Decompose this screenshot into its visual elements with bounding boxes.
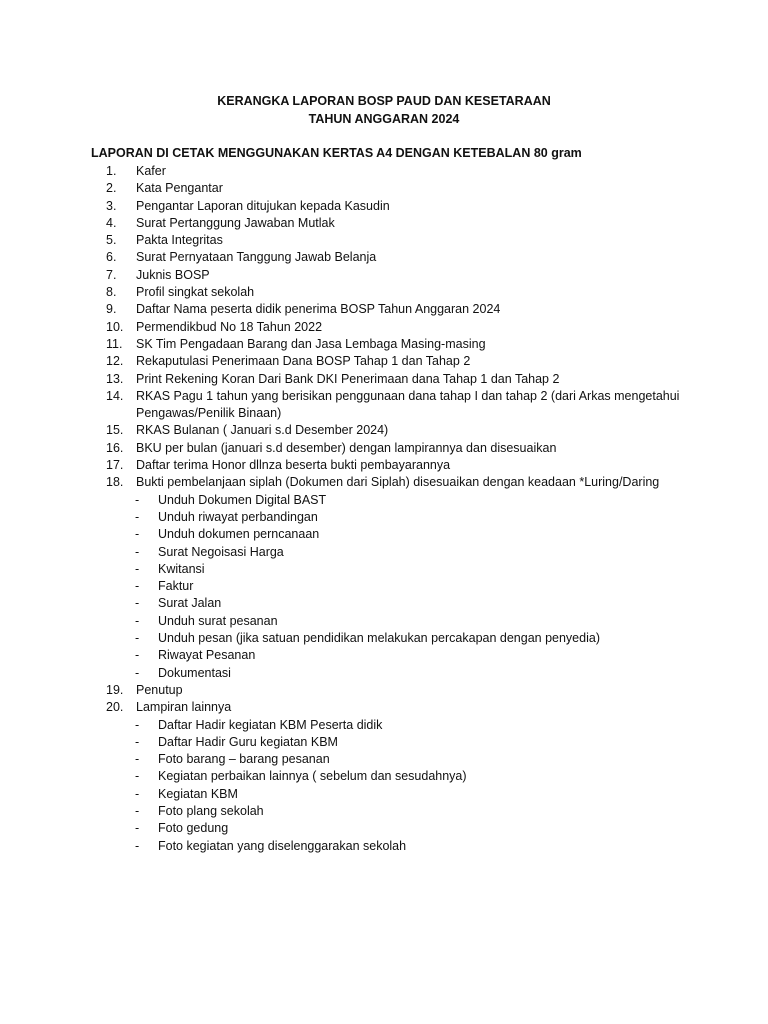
sub-list-item xyxy=(0,509,768,526)
list-item-number: 4. xyxy=(106,215,117,230)
sub-list-item xyxy=(0,786,768,803)
dash-bullet: - xyxy=(135,648,140,663)
list-item-text: Pakta Integritas xyxy=(136,233,223,248)
list-item xyxy=(0,682,768,699)
dash-bullet: - xyxy=(135,596,140,611)
list-item xyxy=(0,232,768,249)
dash-bullet: - xyxy=(135,665,140,680)
sub-list-item xyxy=(0,578,768,595)
list-item-text: Kata Pengantar xyxy=(136,181,223,196)
list-item xyxy=(0,301,768,318)
list-item-text: Penutup xyxy=(136,682,183,697)
list-item xyxy=(0,371,768,388)
dash-bullet: - xyxy=(135,734,140,749)
list-item-text: Profil singkat sekolah xyxy=(136,285,255,300)
list-item-text: Daftar Nama peserta didik penerima BOSP Tahun Anggaran 2024 xyxy=(136,302,501,317)
list-item-text: Pengantar Laporan ditujukan kepada Kasudin xyxy=(136,198,390,213)
list-item-number: 14. xyxy=(106,388,124,403)
sub-list-item-text: Daftar Hadir Guru kegiatan KBM xyxy=(158,734,338,749)
dash-bullet: - xyxy=(135,561,140,576)
dash-bullet: - xyxy=(135,579,140,594)
sub-list-item xyxy=(0,734,768,751)
list-item-text: Rekaputulasi Penerimaan Dana BOSP Tahap 1 dan Tahap 2 xyxy=(136,354,471,369)
list-item-number: 5. xyxy=(106,233,117,248)
list-item-text: Permendikbud No 18 Tahun 2022 xyxy=(136,319,323,334)
list-item-text: Print Rekening Koran Dari Bank DKI Penerimaan dana Tahap 1 dan Tahap 2 xyxy=(136,371,560,386)
list-item-number: 6. xyxy=(106,250,117,265)
list-item xyxy=(0,336,768,353)
list-item-number: 17. xyxy=(106,458,124,473)
list-item-text: BKU per bulan (januari s.d desember) dengan lampirannya dan disesuaikan xyxy=(136,440,557,455)
sub-list-item-text: Foto barang – barang pesanan xyxy=(158,752,330,767)
sub-list-item-text: Dokumentasi xyxy=(158,665,231,680)
report-outline-list xyxy=(0,163,768,855)
list-item xyxy=(0,388,768,405)
list-item-continuation xyxy=(0,405,768,422)
list-item-text: RKAS Bulanan ( Januari s.d Desember 2024) xyxy=(136,423,389,438)
dash-bullet: - xyxy=(135,492,140,507)
dash-bullet: - xyxy=(135,613,140,628)
document-subtitle: TAHUN ANGGARAN 2024 xyxy=(308,112,460,126)
dash-bullet: - xyxy=(135,752,140,767)
dash-bullet: - xyxy=(135,803,140,818)
sub-list-item-text: Riwayat Pesanan xyxy=(158,648,256,663)
list-item-text: Surat Pernyataan Tanggung Jawab Belanja xyxy=(136,250,377,265)
list-item-number: 2. xyxy=(106,181,117,196)
sub-list-item-text: Unduh riwayat perbandingan xyxy=(158,509,318,524)
dash-bullet: - xyxy=(135,631,140,646)
sub-list-item xyxy=(0,803,768,820)
list-item-continuation-text: Pengawas/Penilik Binaan) xyxy=(136,406,282,421)
list-item xyxy=(0,198,768,215)
section-heading: LAPORAN DI CETAK MENGGUNAKAN KERTAS A4 DENGAN KETEBALAN 80 gram xyxy=(91,146,582,160)
sub-list-item-text: Unduh dokumen perncanaan xyxy=(158,527,320,542)
document-title: KERANGKA LAPORAN BOSP PAUD DAN KESETARAAN xyxy=(217,94,551,108)
list-item-number: 3. xyxy=(106,198,117,213)
list-item-number: 15. xyxy=(106,423,124,438)
list-item-number: 12. xyxy=(106,354,124,369)
sub-list-item-text: Foto plang sekolah xyxy=(158,803,264,818)
sub-list-item xyxy=(0,526,768,543)
dash-bullet: - xyxy=(135,838,140,853)
sub-list-item xyxy=(0,561,768,578)
dash-bullet: - xyxy=(135,786,140,801)
list-item xyxy=(0,284,768,301)
sub-list-item-text: Foto kegiatan yang diselenggarakan sekolah xyxy=(158,838,407,853)
list-item xyxy=(0,457,768,474)
list-item-text: Lampiran lainnya xyxy=(136,700,232,715)
sub-list-item-text: Unduh Dokumen Digital BAST xyxy=(158,492,327,507)
sub-list-item-text: Daftar Hadir kegiatan KBM Peserta didik xyxy=(158,717,383,732)
list-item-number: 8. xyxy=(106,285,117,300)
list-item-number: 13. xyxy=(106,371,124,386)
list-item xyxy=(0,267,768,284)
sub-list-item xyxy=(0,544,768,561)
sub-list-item xyxy=(0,630,768,647)
list-item-text: Surat Pertanggung Jawaban Mutlak xyxy=(136,215,335,230)
list-item-text: RKAS Pagu 1 tahun yang berisikan penggunaan dana tahap I dan tahap 2 (dari Arkas mengetahui xyxy=(136,388,680,403)
list-item-text: Juknis BOSP xyxy=(136,267,210,282)
sub-list-item xyxy=(0,613,768,630)
list-item xyxy=(0,440,768,457)
list-item-number: 7. xyxy=(106,267,117,282)
list-item-number: 10. xyxy=(106,319,124,334)
sub-list-item xyxy=(0,595,768,612)
dash-bullet: - xyxy=(135,527,140,542)
sub-list-item-text: Unduh surat pesanan xyxy=(158,613,278,628)
sub-list-item xyxy=(0,492,768,509)
sub-list-item xyxy=(0,717,768,734)
list-item xyxy=(0,353,768,370)
list-item xyxy=(0,215,768,232)
sub-list-item-text: Kegiatan KBM xyxy=(158,786,238,801)
list-item xyxy=(0,249,768,266)
sub-list-item xyxy=(0,838,768,855)
sub-list-item-text: Kwitansi xyxy=(158,561,205,576)
list-item-number: 18. xyxy=(106,475,124,490)
list-item-number: 19. xyxy=(106,682,124,697)
list-item xyxy=(0,319,768,336)
list-item xyxy=(0,699,768,716)
dash-bullet: - xyxy=(135,544,140,559)
sub-list-item-text: Kegiatan perbaikan lainnya ( sebelum dan sesudahnya) xyxy=(158,769,467,784)
sub-list-item-text: Surat Jalan xyxy=(158,596,222,611)
sub-list-item-text: Faktur xyxy=(158,579,194,594)
dash-bullet: - xyxy=(135,717,140,732)
sub-list-item xyxy=(0,751,768,768)
list-item xyxy=(0,422,768,439)
list-item-number: 16. xyxy=(106,440,124,455)
sub-list-item-text: Surat Negoisasi Harga xyxy=(158,544,284,559)
list-item xyxy=(0,474,768,491)
list-item xyxy=(0,163,768,180)
sub-list-item-text: Unduh pesan (jika satuan pendidikan melakukan percakapan dengan penyedia) xyxy=(158,631,600,646)
list-item-text: SK Tim Pengadaan Barang dan Jasa Lembaga Masing-masing xyxy=(136,336,486,351)
list-item-number: 1. xyxy=(106,164,117,178)
dash-bullet: - xyxy=(135,769,140,784)
list-item-number: 9. xyxy=(106,302,117,317)
sub-list-item-text: Foto gedung xyxy=(158,821,229,836)
dash-bullet: - xyxy=(135,509,140,524)
sub-list-item xyxy=(0,665,768,682)
list-item-text: Kafer xyxy=(136,164,166,178)
sub-list-item xyxy=(0,820,768,837)
sub-list-item xyxy=(0,647,768,664)
dash-bullet: - xyxy=(135,821,140,836)
list-item-text: Daftar terima Honor dllnza beserta bukti pembayarannya xyxy=(136,458,451,473)
list-item-number: 11. xyxy=(106,336,123,351)
list-item xyxy=(0,180,768,197)
list-item-text: Bukti pembelanjaan siplah (Dokumen dari Siplah) disesuaikan dengan keadaan *Luring/Daring xyxy=(136,475,660,490)
list-item-number: 20. xyxy=(106,700,124,715)
sub-list-item xyxy=(0,768,768,785)
